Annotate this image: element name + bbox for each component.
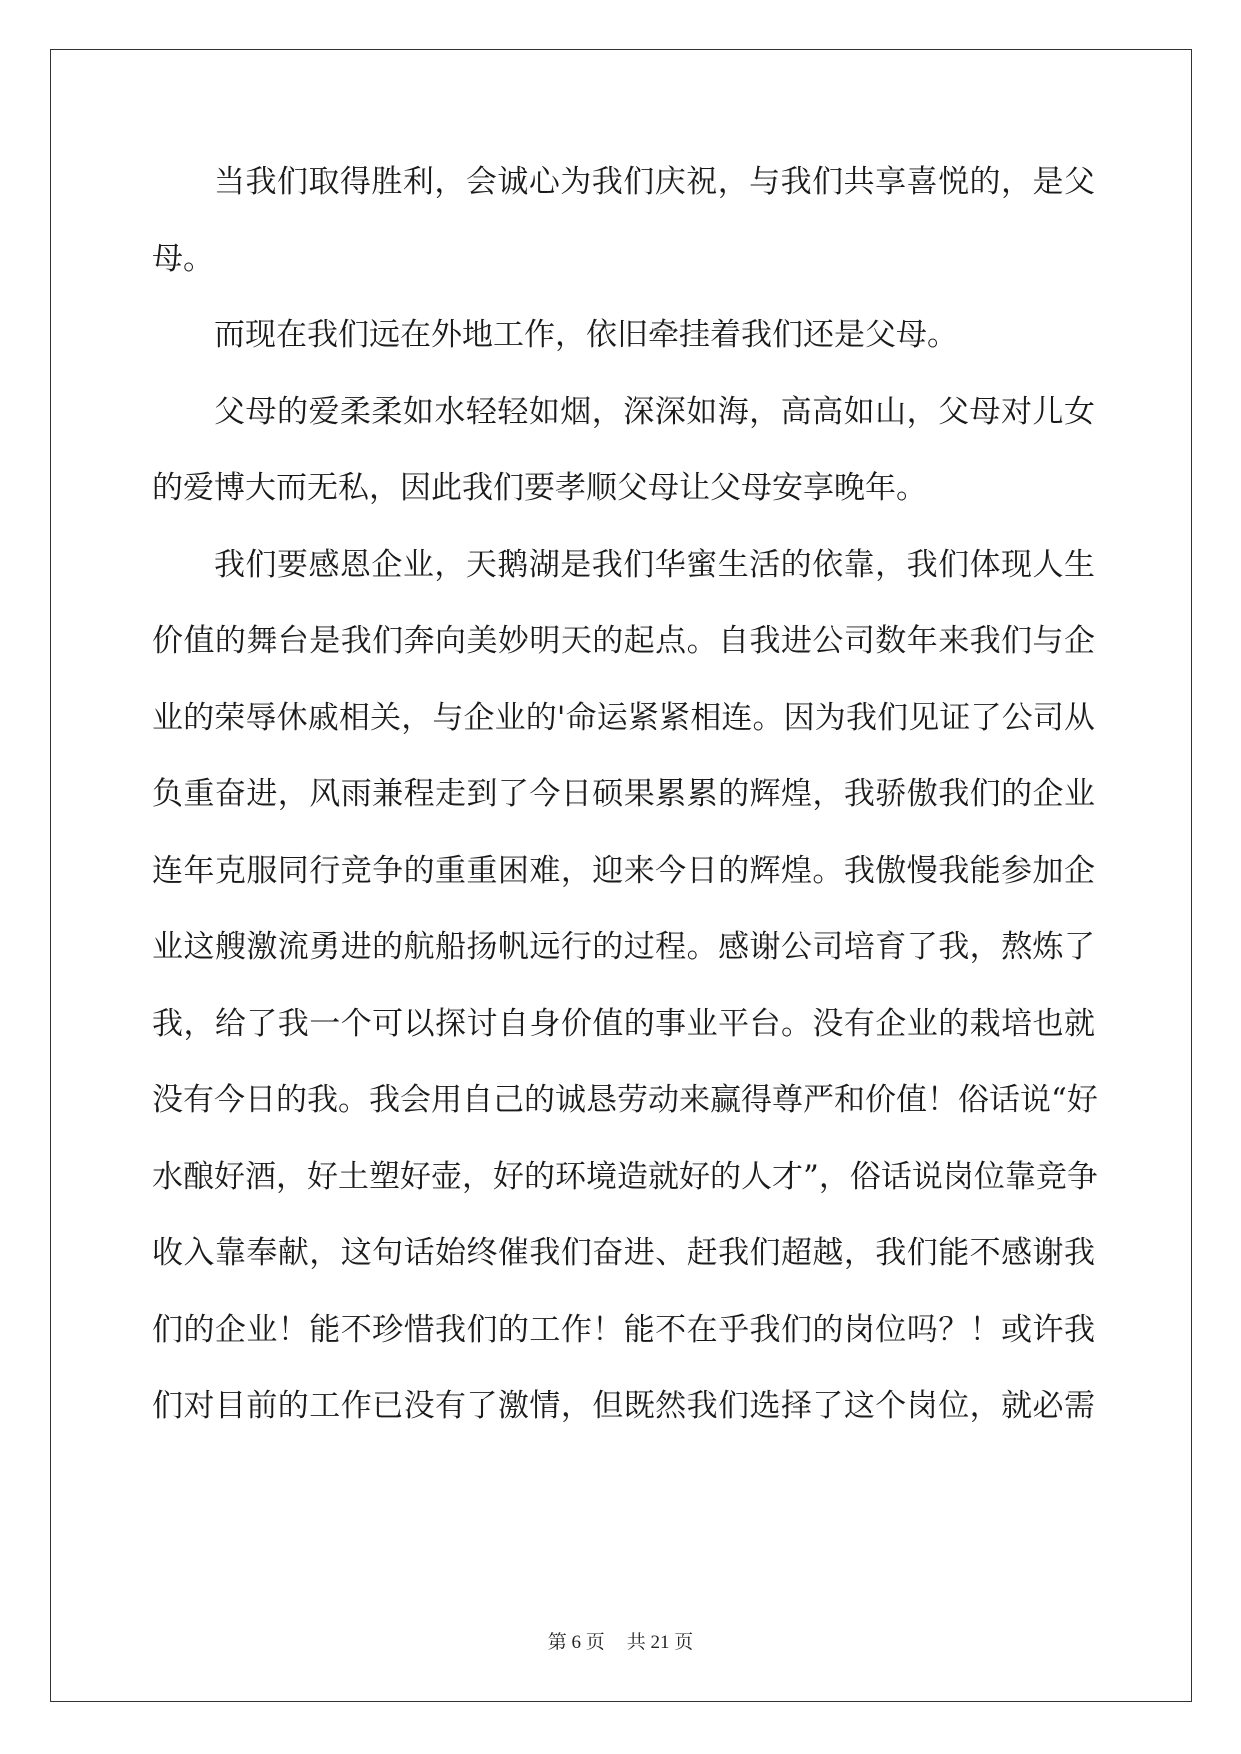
- text-line: 父母的爱柔柔如水轻轻如烟，深深如海，高高如山，父母对儿女: [214, 393, 1095, 430]
- text-line: 的爱博大而无私，因此我们要孝顺父母让父母安享晚年。: [152, 470, 927, 506]
- text-line: 没有今日的我。我会用自己的诚恳劳动来赢得尊严和价值！俗话说“好: [152, 1082, 1098, 1118]
- text-line: 母。: [152, 240, 214, 277]
- text-line: 我，给了我一个可以探讨自身价值的事业平台。没有企业的栽培也就: [152, 1005, 1095, 1042]
- text-line: 价值的舞台是我们奔向美妙明天的起点。自我进公司数年来我们与企: [152, 623, 1095, 659]
- text-line: 连年克服同行竞争的重重困难，迎来今日的辉煌。我傲慢我能参加企: [152, 852, 1095, 889]
- page-total: 共 21 页: [626, 1632, 694, 1653]
- text-line: 们的企业！能不珍惜我们的工作！能不在乎我们的岗位吗？！或许我: [152, 1311, 1095, 1348]
- text-line: 业这艘激流勇进的航船扬帆远行的过程。感谢公司培育了我，熬炼了: [152, 929, 1095, 965]
- page-footer: [0, 1631, 1241, 1655]
- text-line: 我们要感恩企业，天鹅湖是我们华蜜生活的依靠，我们体现人生: [214, 546, 1095, 583]
- text-line: 水酿好酒，好土塑好壶，好的环境造就好的人才”，俗话说岗位靠竞争: [152, 1158, 1098, 1195]
- text-line: 而现在我们远在外地工作，依旧牵挂着我们还是父母。: [214, 317, 958, 353]
- text-line: 们对目前的工作已没有了激情，但既然我们选择了这个岗位，就必需: [152, 1388, 1095, 1424]
- document-body: [152, 160, 1098, 1461]
- text-line: 当我们取得胜利，会诚心为我们庆祝，与我们共享喜悦的，是父: [214, 164, 1095, 200]
- text-line: 业的荣辱休戚相关，与企业的'命运紧紧相连。因为我们见证了公司从: [152, 699, 1095, 736]
- text-line: 负重奋进，风雨兼程走到了今日硕果累累的辉煌，我骄傲我们的企业: [152, 776, 1095, 812]
- text-line: 收入靠奉献，这句话始终催我们奋进、赶我们超越，我们能不感谢我: [152, 1235, 1095, 1271]
- page-number: 第 6 页: [547, 1632, 605, 1653]
